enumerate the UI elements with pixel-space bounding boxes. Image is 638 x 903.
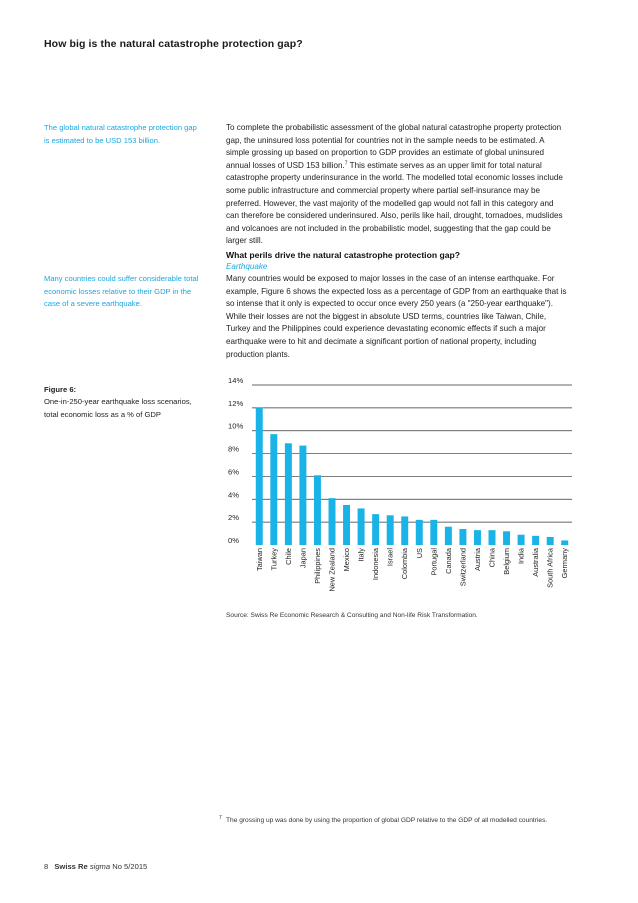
bar-germany: [561, 540, 568, 545]
paragraph-1-text-b: This estimate serves as an upper limit for total natural catastrophe property underinsurance in the world. The modelled total economic losses include some public infrastructure and commercial property where partial self-insurance may be preferred. However, the vast majority of the modelled gap would not fall in this category and can therefore be considered underinsured. Also, perils like hail, drought, tornadoes, mudslides and volcanoes are not included in the probabilistic model, suggesting that the gap could be larger still.: [226, 160, 563, 246]
x-tick-label: Colombia: [400, 548, 410, 580]
bar-indonesia: [372, 514, 379, 545]
x-tick-label: New Zealand: [327, 548, 337, 592]
footnote-mark: 7: [219, 815, 222, 821]
bar-south-africa: [547, 537, 554, 545]
bar-switzerland: [459, 529, 466, 545]
x-tick-label: Germany: [560, 548, 570, 579]
bar-israel: [387, 515, 394, 545]
bar-india: [518, 535, 525, 545]
paragraph-1-text-a: To complete the probabilistic assessment of the global natural catastrophe property protection gap, the uninsured loss potential for countries not in the sample needs to be estimated. A simple grossing up based on proportion to GDP provides an estimate of global uninsured annual losses of USD 153 billion.: [226, 123, 562, 170]
bar-japan: [299, 446, 306, 545]
x-tick-label: Austria: [472, 548, 482, 572]
chart-y-axis: [228, 376, 243, 545]
x-tick-label: Indonesia: [371, 548, 381, 581]
x-tick-label: Portugal: [429, 548, 439, 576]
x-tick-label: South Africa: [545, 548, 555, 588]
y-tick-label: 0%: [228, 536, 239, 545]
body-paragraph-2: Many countries would be exposed to major losses in the case of an intense earthquake. For example, Figure 6 shows the expected loss as a percentage of GDP from an earthquake that is so intense that it only is expected to occur once every 250 years (a "250-year earthquake"). While their losses are not the biggest in absolute USD terms, countries like Taiwan, Chile, Turkey and the Philippines could experience devastating economic effects if such a major earthquake were to hit and decimate a significant portion of national property, including production plants.: [226, 274, 567, 359]
bar-new-zealand: [329, 498, 336, 545]
page-footer: [44, 862, 147, 871]
y-tick-label: 12%: [228, 398, 244, 408]
x-tick-label: Japan: [298, 548, 308, 569]
y-tick-label: 10%: [228, 421, 244, 431]
footer-brand: Swiss Re: [54, 862, 88, 871]
bar-chile: [285, 443, 292, 545]
x-tick-label: Mexico: [342, 548, 352, 572]
bar-philippines: [314, 475, 321, 545]
figure-caption: One-in-250-year earthquake loss scenarios, total economic loss as a % of GDP: [44, 397, 192, 419]
bar-australia: [532, 536, 539, 545]
bar-taiwan: [256, 408, 263, 545]
x-tick-label: Italy: [356, 548, 366, 562]
bar-turkey: [270, 434, 277, 545]
bar-mexico: [343, 505, 350, 545]
x-tick-label: China: [487, 548, 497, 568]
x-tick-label: US: [414, 548, 424, 559]
bar-portugal: [430, 520, 437, 545]
x-tick-label: Canada: [443, 548, 453, 574]
bar-austria: [474, 530, 481, 545]
x-tick-label: Taiwan: [254, 548, 264, 572]
body-paragraph-1: [226, 122, 568, 248]
figure-label: [44, 384, 204, 421]
bar-canada: [445, 527, 452, 545]
footnote-text: The grossing up was done by using the proportion of global GDP relative to the GDP of all modelled countries.: [226, 817, 548, 824]
y-tick-label: 2%: [228, 513, 239, 523]
section-heading: What perils drive the natural catastrophe protection gap?: [226, 250, 460, 260]
x-tick-label: Turkey: [269, 548, 279, 571]
chart-x-axis: [255, 547, 569, 591]
x-tick-label: Belgium: [502, 548, 512, 575]
subsection-heading: Earthquake: [226, 262, 268, 271]
x-tick-label: Chile: [283, 548, 293, 565]
footnote-reference: 7: [344, 160, 348, 167]
footer-issue: No 5/2015: [110, 862, 148, 871]
margin-note-earthquake-losses: Many countries could suffer considerable total economic losses relative to their GDP in the case of a severe earthquake.: [44, 274, 199, 309]
bar-china: [489, 530, 496, 545]
y-tick-label: 6%: [228, 467, 239, 477]
page-number: 8: [44, 862, 49, 871]
chart-source: Source: Swiss Re Economic Research & Consulting and Non-life Risk Transformation.: [226, 612, 478, 619]
y-tick-label: 4%: [228, 490, 239, 500]
bar-us: [416, 520, 423, 545]
y-tick-label: 14%: [228, 376, 244, 385]
bar-colombia: [401, 516, 408, 545]
x-tick-label: Switzerland: [458, 548, 468, 587]
page-heading: How big is the natural catastrophe protection gap?: [44, 38, 303, 50]
footer-publication: sigma: [89, 862, 111, 871]
y-tick-label: 8%: [228, 444, 239, 454]
margin-note-protection-gap: The global natural catastrophe protection gap is estimated to be USD 153 billion.: [44, 123, 197, 145]
x-tick-label: Australia: [531, 548, 541, 577]
bar-belgium: [503, 531, 510, 545]
x-tick-label: Israel: [385, 548, 395, 567]
earthquake-loss-bar-chart: [226, 374, 576, 606]
figure-number: Figure 6:: [44, 385, 77, 394]
footnote: [219, 815, 566, 826]
bar-italy: [358, 508, 365, 545]
x-tick-label: India: [516, 548, 526, 565]
x-tick-label: Philippines: [312, 548, 322, 584]
